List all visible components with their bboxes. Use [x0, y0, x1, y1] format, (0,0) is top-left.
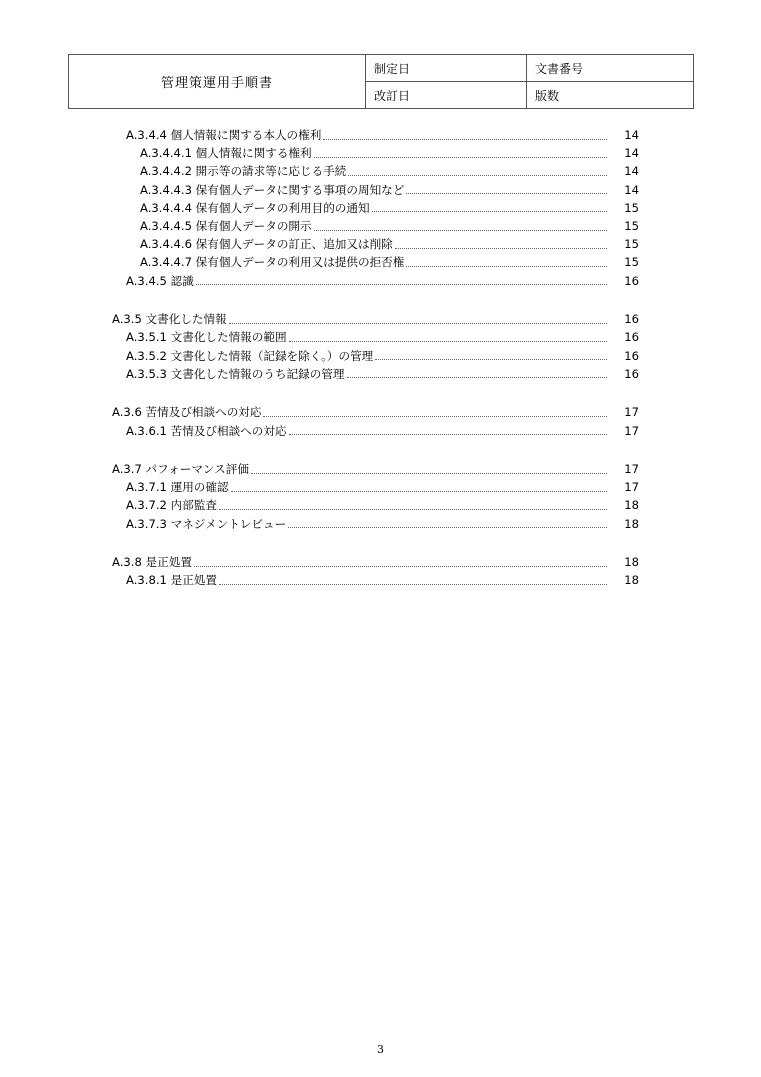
toc-leader-dots	[196, 284, 607, 285]
toc-leader-dots	[289, 341, 607, 342]
toc-entry[interactable]	[0, 310, 761, 328]
toc-leader-dots	[372, 211, 607, 212]
toc-entry-page: 16	[624, 312, 639, 327]
table-of-contents	[0, 126, 761, 590]
toc-leader-dots	[314, 157, 607, 158]
toc-entry-title: A.3.7 パフォーマンス評価	[112, 462, 249, 477]
toc-entry-page: 18	[624, 498, 639, 513]
toc-entry-page: 18	[624, 516, 639, 531]
toc-entry-page: 15	[624, 255, 639, 270]
toc-entry-title: A.3.7.2 内部監査	[126, 498, 217, 513]
toc-entry[interactable]	[0, 553, 761, 571]
toc-leader-dots	[395, 248, 607, 249]
edition-label: 版数	[527, 82, 694, 109]
toc-entry-page: 18	[624, 573, 639, 588]
toc-entry[interactable]	[0, 328, 761, 346]
toc-entry-page: 15	[624, 219, 639, 234]
toc-entry-title: A.3.6.1 苦情及び相談への対応	[126, 423, 287, 438]
toc-entry-title: A.3.4.4.7 保有個人データの利用又は提供の拒否権	[140, 255, 405, 270]
toc-entry-title: A.3.4.4.4 保有個人データの利用目的の通知	[140, 200, 370, 215]
toc-entry-title: A.3.4.4 個人情報に関する本人の権利	[126, 128, 322, 143]
toc-entry-page: 17	[624, 405, 639, 420]
toc-leader-dots	[231, 491, 607, 492]
toc-entry[interactable]	[0, 346, 761, 364]
toc-entry-page: 14	[624, 128, 639, 143]
toc-entry-title: A.3.4.4.3 保有個人データに関する事項の周知など	[140, 182, 405, 197]
toc-leader-dots	[219, 509, 607, 510]
toc-entry-page: 17	[624, 462, 639, 477]
toc-leader-dots	[289, 434, 607, 435]
toc-entry-title: A.3.7.1 運用の確認	[126, 480, 229, 495]
toc-section-gap	[0, 533, 761, 553]
toc-entry[interactable]	[0, 199, 761, 217]
toc-entry-page: 15	[624, 200, 639, 215]
toc-leader-dots	[406, 193, 607, 194]
toc-entry[interactable]	[0, 126, 761, 144]
toc-entry-page: 16	[624, 366, 639, 381]
toc-entry[interactable]	[0, 515, 761, 533]
established-date-label: 制定日	[366, 55, 527, 82]
toc-entry[interactable]	[0, 421, 761, 439]
toc-entry[interactable]	[0, 181, 761, 199]
toc-entry-page: 17	[624, 480, 639, 495]
toc-entry[interactable]	[0, 162, 761, 180]
document-number-label: 文書番号	[527, 55, 694, 82]
toc-entry-title: A.3.5.1 文書化した情報の範囲	[126, 330, 287, 345]
toc-entry-page: 14	[624, 182, 639, 197]
toc-entry[interactable]	[0, 496, 761, 514]
toc-entry-title: A.3.4.4.6 保有個人データの訂正、追加又は削除	[140, 237, 393, 252]
toc-leader-dots	[288, 527, 607, 528]
toc-entry-title: A.3.5.2 文書化した情報（記録を除く。）の管理	[126, 348, 374, 363]
toc-entry[interactable]	[0, 571, 761, 589]
toc-entry-page: 16	[624, 348, 639, 363]
toc-section-gap	[0, 383, 761, 403]
toc-entry[interactable]	[0, 365, 761, 383]
toc-entry-title: A.3.4.4.1 個人情報に関する権利	[140, 146, 312, 161]
toc-section-gap	[0, 440, 761, 460]
toc-leader-dots	[347, 377, 607, 378]
toc-section-gap	[0, 290, 761, 310]
toc-leader-dots	[251, 473, 607, 474]
revised-date-label: 改訂日	[366, 82, 527, 109]
toc-entry-page: 14	[624, 146, 639, 161]
toc-leader-dots	[323, 139, 607, 140]
toc-leader-dots	[194, 566, 607, 567]
toc-entry[interactable]	[0, 272, 761, 290]
toc-entry-page: 15	[624, 237, 639, 252]
toc-entry[interactable]	[0, 253, 761, 271]
toc-entry-title: A.3.5.3 文書化した情報のうち記録の管理	[126, 366, 345, 381]
toc-entry-page: 18	[624, 555, 639, 570]
toc-entry[interactable]	[0, 235, 761, 253]
toc-entry-title: A.3.8.1 是正処置	[126, 573, 217, 588]
toc-leader-dots	[348, 175, 607, 176]
toc-leader-dots	[229, 323, 607, 324]
document-header-table	[68, 54, 694, 109]
toc-entry-page: 17	[624, 423, 639, 438]
toc-leader-dots	[406, 266, 607, 267]
toc-leader-dots	[263, 416, 607, 417]
toc-entry-title: A.3.7.3 マネジメントレビュー	[126, 516, 287, 531]
document-title: 管理策運用手順書	[69, 55, 366, 109]
toc-leader-dots	[375, 359, 607, 360]
toc-entry[interactable]	[0, 144, 761, 162]
toc-leader-dots	[219, 584, 607, 585]
toc-entry[interactable]	[0, 478, 761, 496]
toc-entry-title: A.3.4.4.2 開示等の請求等に応じる手続	[140, 164, 347, 179]
toc-entry-title: A.3.4.4.5 保有個人データの開示	[140, 219, 312, 234]
toc-entry[interactable]	[0, 460, 761, 478]
toc-entry-page: 16	[624, 330, 639, 345]
toc-entry-title: A.3.6 苦情及び相談への対応	[112, 405, 262, 420]
toc-entry[interactable]	[0, 403, 761, 421]
toc-entry-title: A.3.5 文書化した情報	[112, 312, 227, 327]
toc-leader-dots	[314, 230, 607, 231]
toc-entry-title: A.3.8 是正処置	[112, 555, 192, 570]
toc-entry[interactable]	[0, 217, 761, 235]
toc-entry-page: 14	[624, 164, 639, 179]
toc-entry-page: 16	[624, 273, 639, 288]
toc-entry-title: A.3.4.5 認識	[126, 273, 194, 288]
page-number: 3	[377, 1043, 384, 1056]
